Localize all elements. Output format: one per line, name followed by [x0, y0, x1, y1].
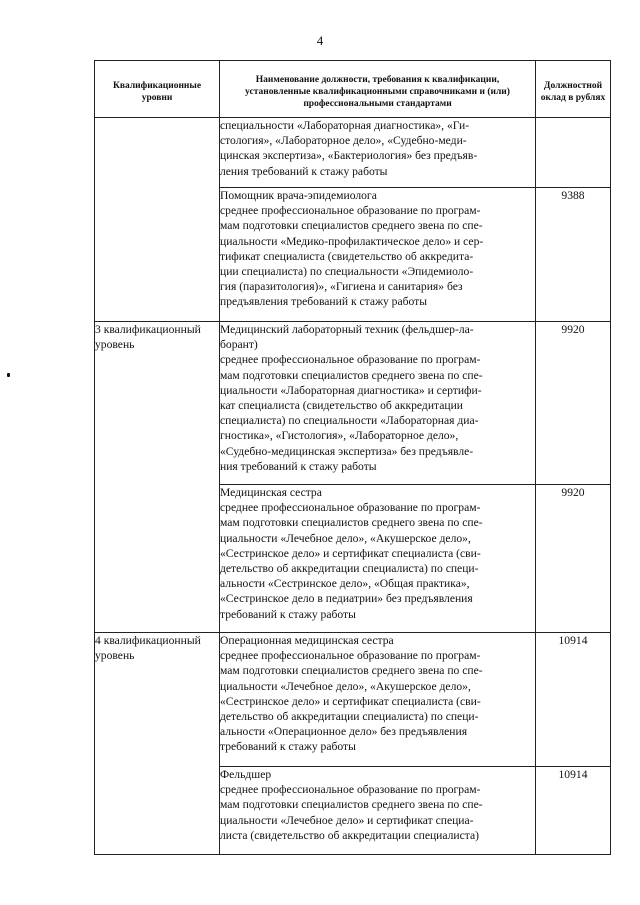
position-cell: специальности «Лабораторная диагностика», «Ги- стология», «Лабораторное дело», «Судебно-меди- цинская экспертиза», «Бактериология» без предъяв- ления требований к стажу работы: [220, 118, 536, 188]
scan-speck: [7, 373, 10, 377]
position-cell: Фельдшер среднее профессиональное образование по програм- мам подготовки специалистов среднего звена по спе- циальности «Лечебное дело» и сертификат специа- листа (свидетельство об аккредитации специалиста): [220, 767, 536, 855]
qualification-table: [94, 60, 611, 855]
salary-cell: 9388: [536, 188, 611, 322]
salary-cell: 10914: [536, 633, 611, 767]
position-cell: Помощник врача-эпидемиолога среднее профессиональное образование по програм- мам подготовки специалистов среднего звена по спе- циальности «Медико-профилактическое дело» и сер- тификат специалиста (свидетельство об аккредита- ции специалиста) по специальности «Эпидемиоло- гия (паразитология)», «Гигиена и санитария» без предъявления требований к стажу работы: [220, 188, 536, 322]
salary-cell: [536, 118, 611, 188]
table-header-row: [95, 61, 611, 118]
table-row: [95, 188, 611, 322]
salary-cell: 10914: [536, 767, 611, 855]
page-number: 4: [316, 33, 324, 48]
table-row: [95, 322, 611, 485]
salary-cell: 9920: [536, 485, 611, 633]
level-cell: [95, 767, 220, 855]
salary-cell: 9920: [536, 322, 611, 485]
header-salary: Должностной оклад в рублях: [536, 61, 611, 118]
position-cell: Медицинская сестра среднее профессиональное образование по програм- мам подготовки специалистов среднего звена по спе- циальности «Лечебное дело», «Акушерское дело», «Сестринское дело» и сертификат специалиста (сви- детельство об аккредитации специалиста) по специ- альности «Сестринское дело», «Общая практика», «Сестринское дело в педиатрии» без предъявления требований к стажу работы: [220, 485, 536, 633]
header-qualification-levels: Квалификационные уровни: [95, 61, 220, 118]
position-cell: Медицинский лабораторный техник (фельдшер-ла- борант) среднее профессиональное образование по програм- мам подготовки специалистов среднего звена по спе- циальности «Лабораторная диагностика» и сертифи- кат специалиста (свидетельство об аккредитации специалиста) по специальности «Лабораторная диа- гностика», «Гистология», «Лабораторное дело», «Судебно-медицинская экспертиза» без предъявле- ния требований к стажу работы: [220, 322, 536, 485]
table-row: [95, 633, 611, 767]
header-position-requirements: Наименование должности, требования к квалификации, установленные квалификационными справочниками и (или) профессиональными стандартами: [220, 61, 536, 118]
table-row: [95, 118, 611, 188]
level-cell: [95, 188, 220, 322]
level-cell: 3 квалификационный уровень: [95, 322, 220, 485]
table-row: [95, 767, 611, 855]
level-cell: [95, 485, 220, 633]
level-cell: 4 квалификационный уровень: [95, 633, 220, 767]
table-row: [95, 485, 611, 633]
level-cell: [95, 118, 220, 188]
position-cell: Операционная медицинская сестра среднее профессиональное образование по програм- мам подготовки специалистов среднего звена по спе- циальности «Лечебное дело», «Акушерское дело», «Сестринское дело» и сертификат специалиста (сви- детельство об аккредитации специалиста) по специ- альности «Операционное дело» без предъявления требований к стажу работы: [220, 633, 536, 767]
